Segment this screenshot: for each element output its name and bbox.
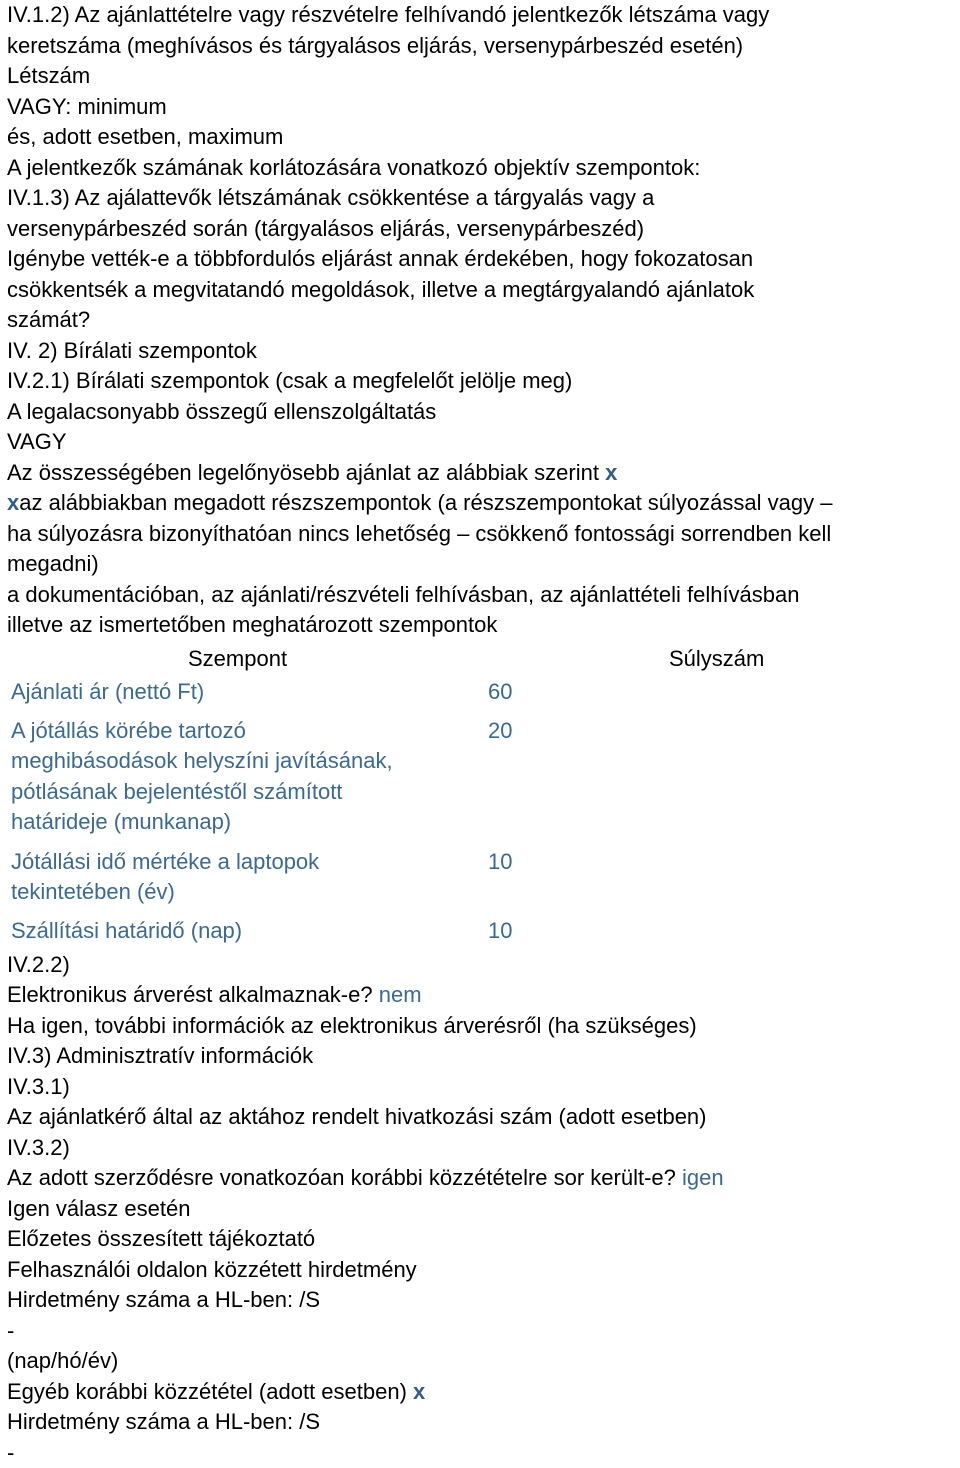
text-line: A legalacsonyabb összegű ellenszolgáltatás (7, 397, 957, 428)
x-mark-other-prior: x (413, 1379, 425, 1404)
section-heading: IV.3.2) (7, 1133, 957, 1164)
text-line: Hirdetmény száma a HL-ben: /S (7, 1285, 957, 1316)
criterion-line: határideje (munkanap) (11, 807, 471, 838)
auction-line (7, 980, 957, 1011)
criterion-name (11, 716, 471, 838)
text-line: a dokumentációban, az ajánlati/részvételi felhívásban, az ajánlattételi felhívásban (7, 580, 957, 611)
text-line: VAGY (7, 427, 957, 458)
criterion-line: Szállítási határidő (nap) (11, 916, 471, 947)
table-row (7, 847, 957, 916)
text-line: IV.1.3) Az ajálattevők létszámának csökkentése a tárgyalás vagy a (7, 183, 957, 214)
section-heading: IV.3.1) (7, 1072, 957, 1103)
other-prior-text: Egyéb korábbi közzététel (adott esetben) (7, 1379, 407, 1404)
criterion-weight: 10 (488, 916, 512, 947)
header-weight: Súlyszám (669, 641, 764, 677)
auction-question: Elektronikus árverést alkalmaznak-e? (7, 982, 373, 1007)
criteria-table-header (7, 641, 957, 677)
text-line: Igénybe vették-e a többfordulós eljárást annak érdekében, hogy fokozatosan (7, 244, 957, 275)
criterion-name (11, 847, 471, 908)
best-value-line (7, 458, 957, 489)
x-mark-best-value: x (605, 460, 617, 485)
criterion-name (11, 916, 471, 947)
sub-criteria-text: az alábbiakban megadott részszempontok (a részszempontokat súlyozással vagy – (19, 490, 832, 515)
text-line: számát? (7, 305, 957, 336)
text-line: Ha igen, további információk az elektronikus árverésről (ha szükséges) (7, 1011, 957, 1042)
text-line: - (7, 1438, 957, 1468)
header-criterion: Szempont (188, 641, 287, 677)
criterion-name (11, 677, 471, 708)
other-prior-line (7, 1377, 957, 1408)
text-line: és, adott esetben, maximum (7, 122, 957, 153)
auction-answer: nem (379, 982, 422, 1007)
table-row (7, 716, 957, 847)
criterion-line: tekintetében (év) (11, 877, 471, 908)
table-row (7, 677, 957, 716)
text-line: keretszáma (meghívásos és tárgyalásos eljárás, versenypárbeszéd esetén) (7, 31, 957, 62)
prior-pub-question: Az adott szerződésre vonatkozóan korábbi közzétételre sor került-e? (7, 1165, 676, 1190)
text-line: - (7, 1316, 957, 1347)
criterion-line: Ajánlati ár (nettó Ft) (11, 677, 471, 708)
text-line: (nap/hó/év) (7, 1346, 957, 1377)
x-mark-sub-criteria: x (7, 490, 19, 515)
text-line: Előzetes összesített tájékoztató (7, 1224, 957, 1255)
text-line: Igen válasz esetén (7, 1194, 957, 1225)
criterion-line: A jótállás körébe tartozó (11, 716, 471, 747)
document-page (7, 0, 957, 1468)
text-line: ha súlyozásra bizonyíthatóan nincs lehetőség – csökkenő fontossági sorrendben kell (7, 519, 957, 550)
text-line: Hirdetmény száma a HL-ben: /S (7, 1407, 957, 1438)
prior-pub-answer: igen (682, 1165, 724, 1190)
criterion-line: pótlásának bejelentéstől számított (11, 777, 471, 808)
section-heading: IV. 2) Bírálati szempontok (7, 336, 957, 367)
text-line: megadni) (7, 549, 957, 580)
sub-criteria-line (7, 488, 957, 519)
text-line: Létszám (7, 61, 957, 92)
section-heading: IV.2.1) Bírálati szempontok (csak a megfelelőt jelölje meg) (7, 366, 957, 397)
text-line: illetve az ismertetőben meghatározott szempontok (7, 610, 957, 641)
criterion-line: meghibásodások helyszíni javításának, (11, 746, 471, 777)
section-heading: IV.2.2) (7, 950, 957, 981)
text-line: versenypárbeszéd során (tárgyalásos eljárás, versenypárbeszéd) (7, 214, 957, 245)
criterion-weight: 10 (488, 847, 512, 878)
text-line: VAGY: minimum (7, 92, 957, 123)
best-value-text: Az összességében legelőnyösebb ajánlat az alábbiak szerint (7, 460, 599, 485)
criteria-table (7, 677, 957, 950)
criterion-weight: 20 (488, 716, 512, 747)
criterion-line: Jótállási idő mértéke a laptopok (11, 847, 471, 878)
prior-publication-line (7, 1163, 957, 1194)
section-heading: IV.3) Adminisztratív információk (7, 1041, 957, 1072)
text-line: IV.1.2) Az ajánlattételre vagy részvételre felhívandó jelentkezők létszáma vagy (7, 0, 957, 31)
criterion-weight: 60 (488, 677, 512, 708)
text-line: csökkentsék a megvitatandó megoldások, illetve a megtárgyalandó ajánlatok (7, 275, 957, 306)
section-iv-1-2-3 (7, 0, 957, 458)
text-line: A jelentkezők számának korlátozására vonatkozó objektív szempontok: (7, 153, 957, 184)
table-row (7, 916, 957, 950)
text-line: Felhasználói oldalon közzétett hirdetmény (7, 1255, 957, 1286)
text-line: Az ajánlatkérő által az aktához rendelt hivatkozási szám (adott esetben) (7, 1102, 957, 1133)
